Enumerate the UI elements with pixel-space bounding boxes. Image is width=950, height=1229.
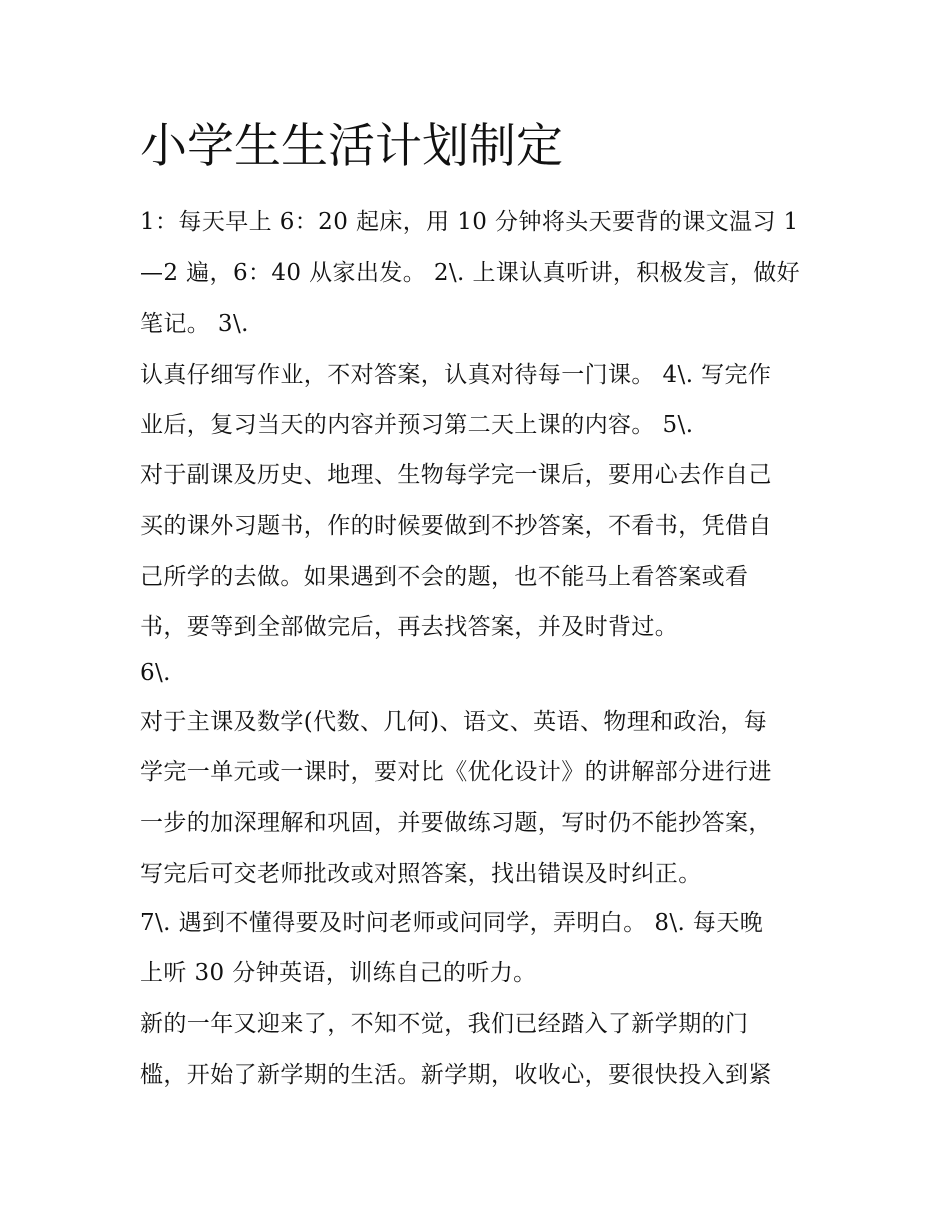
text-line: 写完后可交老师批改或对照答案，找出错误及时纠正。 xyxy=(140,861,702,887)
text-line: 对于主课及数学(代数、几何)、语文、英语、物理和政治，每 xyxy=(140,709,768,735)
text-line: 笔记。 3\. xyxy=(140,311,249,337)
text-line: 一步的加深理解和巩固，并要做练习题，写时仍不能抄答案， xyxy=(140,810,772,836)
text-line: 新的一年又迎来了，不知不觉，我们已经踏入了新学期的门 xyxy=(140,1011,749,1037)
text-line: 认真仔细写作业，不对答案，认真对待每一门课。 4\. 写完作 xyxy=(140,362,772,388)
text-line: 槛，开始了新学期的生活。新学期，收收心，要很快投入到紧 xyxy=(140,1062,772,1088)
text-line: 业后，复习当天的内容并预习第二天上课的内容。 5\. xyxy=(140,412,694,438)
text-line: 学完一单元或一课时，要对比《优化设计》的讲解部分进行进 xyxy=(140,759,772,785)
text-line: 己所学的去做。如果遇到不会的题，也不能马上看答案或看 xyxy=(140,564,749,590)
text-line: 1：每天早上 6：20 起床，用 10 分钟将头天要背的课文温习 1 xyxy=(140,209,799,235)
text-line: 6\. xyxy=(140,660,171,686)
text-line: —2 遍，6：40 从家出发。 2\. 上课认真听讲，积极发言，做好 xyxy=(140,260,801,286)
document-title: 小学生生活计划制定 xyxy=(140,119,563,174)
text-line: 上听 30 分钟英语，训练自己的听力。 xyxy=(140,960,537,986)
text-line: 7\. 遇到不懂得要及时问老师或问同学，弄明白。 8\. 每天晚 xyxy=(140,910,764,936)
text-line: 书，要等到全部做完后，再去找答案，并及时背过。 xyxy=(140,614,679,640)
text-line: 买的课外习题书，作的时候要做到不抄答案，不看书，凭借自 xyxy=(140,513,772,539)
text-line: 对于副课及历史、地理、生物每学完一课后，要用心去作自己 xyxy=(140,462,772,488)
